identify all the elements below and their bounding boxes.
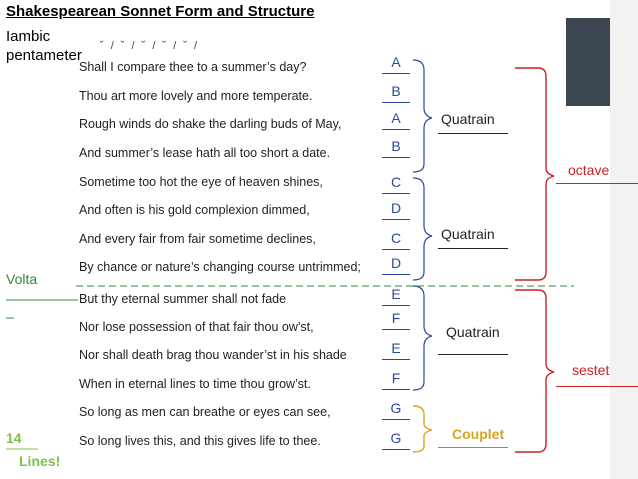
- meter-label: Iambic pentameter: [6, 28, 82, 64]
- rhyme-letter: D: [390, 255, 402, 271]
- couplet-label: Couplet: [452, 426, 505, 442]
- sonnet-line: And often is his gold complexion dimmed,: [79, 203, 310, 217]
- rhyme-letter: F: [391, 370, 401, 386]
- quatrain-2-underline: [438, 248, 508, 249]
- rhyme-letter: F: [391, 310, 401, 326]
- page-title: Shakespearean Sonnet Form and Structure: [6, 3, 315, 20]
- rhyme-letter: G: [390, 430, 402, 446]
- rhyme-letter: B: [391, 138, 401, 154]
- sestet-underline: [556, 386, 638, 387]
- octave-label: octave: [568, 162, 610, 178]
- sonnet-line: When in eternal lines to time thou grow’st.: [79, 377, 311, 391]
- rhyme-letter: E: [391, 340, 401, 356]
- rhyme-letter: E: [391, 286, 401, 302]
- rhyme-letter: A: [391, 54, 401, 70]
- quatrain-1-label: Quatrain: [441, 111, 495, 127]
- rhyme-letter: C: [390, 230, 402, 246]
- sonnet-line: And summer’s lease hath all too short a date.: [79, 146, 331, 160]
- line-count: 14: [6, 430, 22, 446]
- sonnet-line: By chance or nature’s changing course untrimmed;: [79, 260, 361, 274]
- couplet-underline: [438, 447, 508, 448]
- sonnet-line: Nor lose possession of that fair thou ow’st,: [79, 320, 314, 334]
- rhyme-letter: D: [390, 200, 402, 216]
- rhyme-letter: C: [390, 174, 402, 190]
- quatrain-3-underline: [438, 354, 508, 355]
- quatrain-2-bracket: [413, 178, 432, 280]
- sestet-bracket: [515, 290, 554, 452]
- quatrain-1-bracket: [413, 60, 432, 172]
- sonnet-line: But thy eternal summer shall not fade: [79, 292, 287, 306]
- rhyme-letter: A: [391, 110, 401, 126]
- rhyme-letter: B: [391, 83, 401, 99]
- quatrain-1-underline: [438, 133, 508, 134]
- rhyme-letter: G: [390, 400, 402, 416]
- sonnet-line: And every fair from fair sometime declines,: [79, 232, 316, 246]
- sonnet-line: Sometime too hot the eye of heaven shines,: [79, 175, 323, 189]
- line-count-unit: Lines!: [19, 453, 61, 469]
- quatrain-2-label: Quatrain: [441, 226, 495, 242]
- meter-marks: ˘ / ˘ / ˘ / ˘ / ˘ /: [100, 40, 200, 52]
- octave-bracket: [515, 68, 554, 280]
- sonnet-line: So long lives this, and this gives life to thee.: [79, 434, 321, 448]
- sonnet-line: Shall I compare thee to a summer’s day?: [79, 60, 307, 74]
- octave-underline: [556, 183, 638, 184]
- couplet-bracket: [413, 406, 432, 452]
- sonnet-line: Rough winds do shake the darling buds of May,: [79, 117, 342, 131]
- sestet-label: sestet: [572, 362, 610, 378]
- sonnet-line: Thou art more lovely and more temperate.: [79, 89, 313, 103]
- volta-label: Volta: [6, 271, 38, 287]
- quatrain-3-bracket: [413, 286, 432, 390]
- sonnet-line: Nor shall death brag thou wander’st in his shade: [79, 348, 347, 362]
- sonnet-line: So long as men can breathe or eyes can see,: [79, 405, 331, 419]
- quatrain-3-label: Quatrain: [446, 324, 500, 340]
